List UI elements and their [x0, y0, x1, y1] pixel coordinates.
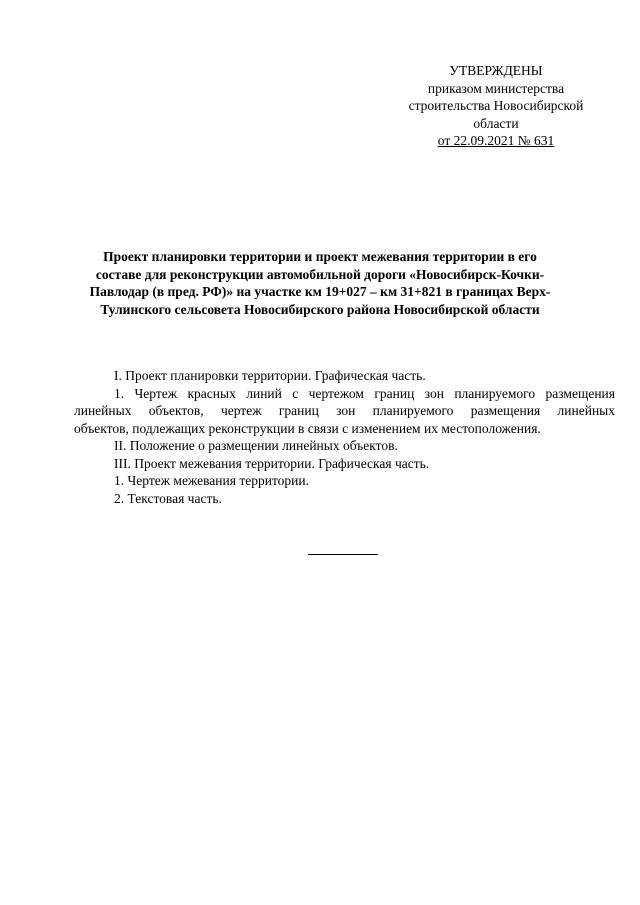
title-line: Проект планировки территории и проект межевания территории в его — [103, 249, 537, 264]
sub-item: 1. Чертеж межевания территории. — [114, 473, 309, 488]
approval-line: приказом министерства — [427, 80, 565, 96]
section-item: I. Проект планировки территории. Графическая часть. — [114, 368, 426, 383]
paragraph-line: линейных объектов, чертеж границ зон планируемого размещения линейных — [74, 403, 615, 418]
document-body — [74, 367, 615, 507]
section-item: II. Положение о размещении линейных объектов. — [114, 438, 398, 453]
approval-stamp — [390, 62, 602, 150]
paragraph-line: объектов, подлежащих реконструкции в связи с изменением их местоположения. — [74, 420, 541, 436]
section-item: III. Проект межевания территории. Графическая часть. — [114, 455, 430, 471]
paragraph-line: 1. Чертеж красных линий с чертежом границ зон планируемого размещения — [114, 385, 615, 401]
approval-date: от 22.09.2021 № 631 — [437, 133, 555, 148]
document-title — [70, 248, 570, 318]
title-line: Павлодар (в пред. РФ)» на участке км 19+027 – км 31+821 в границах Верх- — [89, 284, 551, 300]
title-line: Тулинского сельсовета Новосибирского района Новосибирской области — [100, 301, 540, 317]
approval-heading: УТВЕРЖДЕНЫ — [449, 63, 543, 78]
sub-item: 2. Текстовая часть. — [114, 490, 222, 506]
approval-line: строительства Новосибирской — [408, 98, 584, 113]
approval-line: области — [473, 115, 519, 131]
title-line: составе для реконструкции автомобильной дороги «Новосибирск-Кочки- — [95, 266, 545, 282]
end-divider — [308, 554, 378, 555]
